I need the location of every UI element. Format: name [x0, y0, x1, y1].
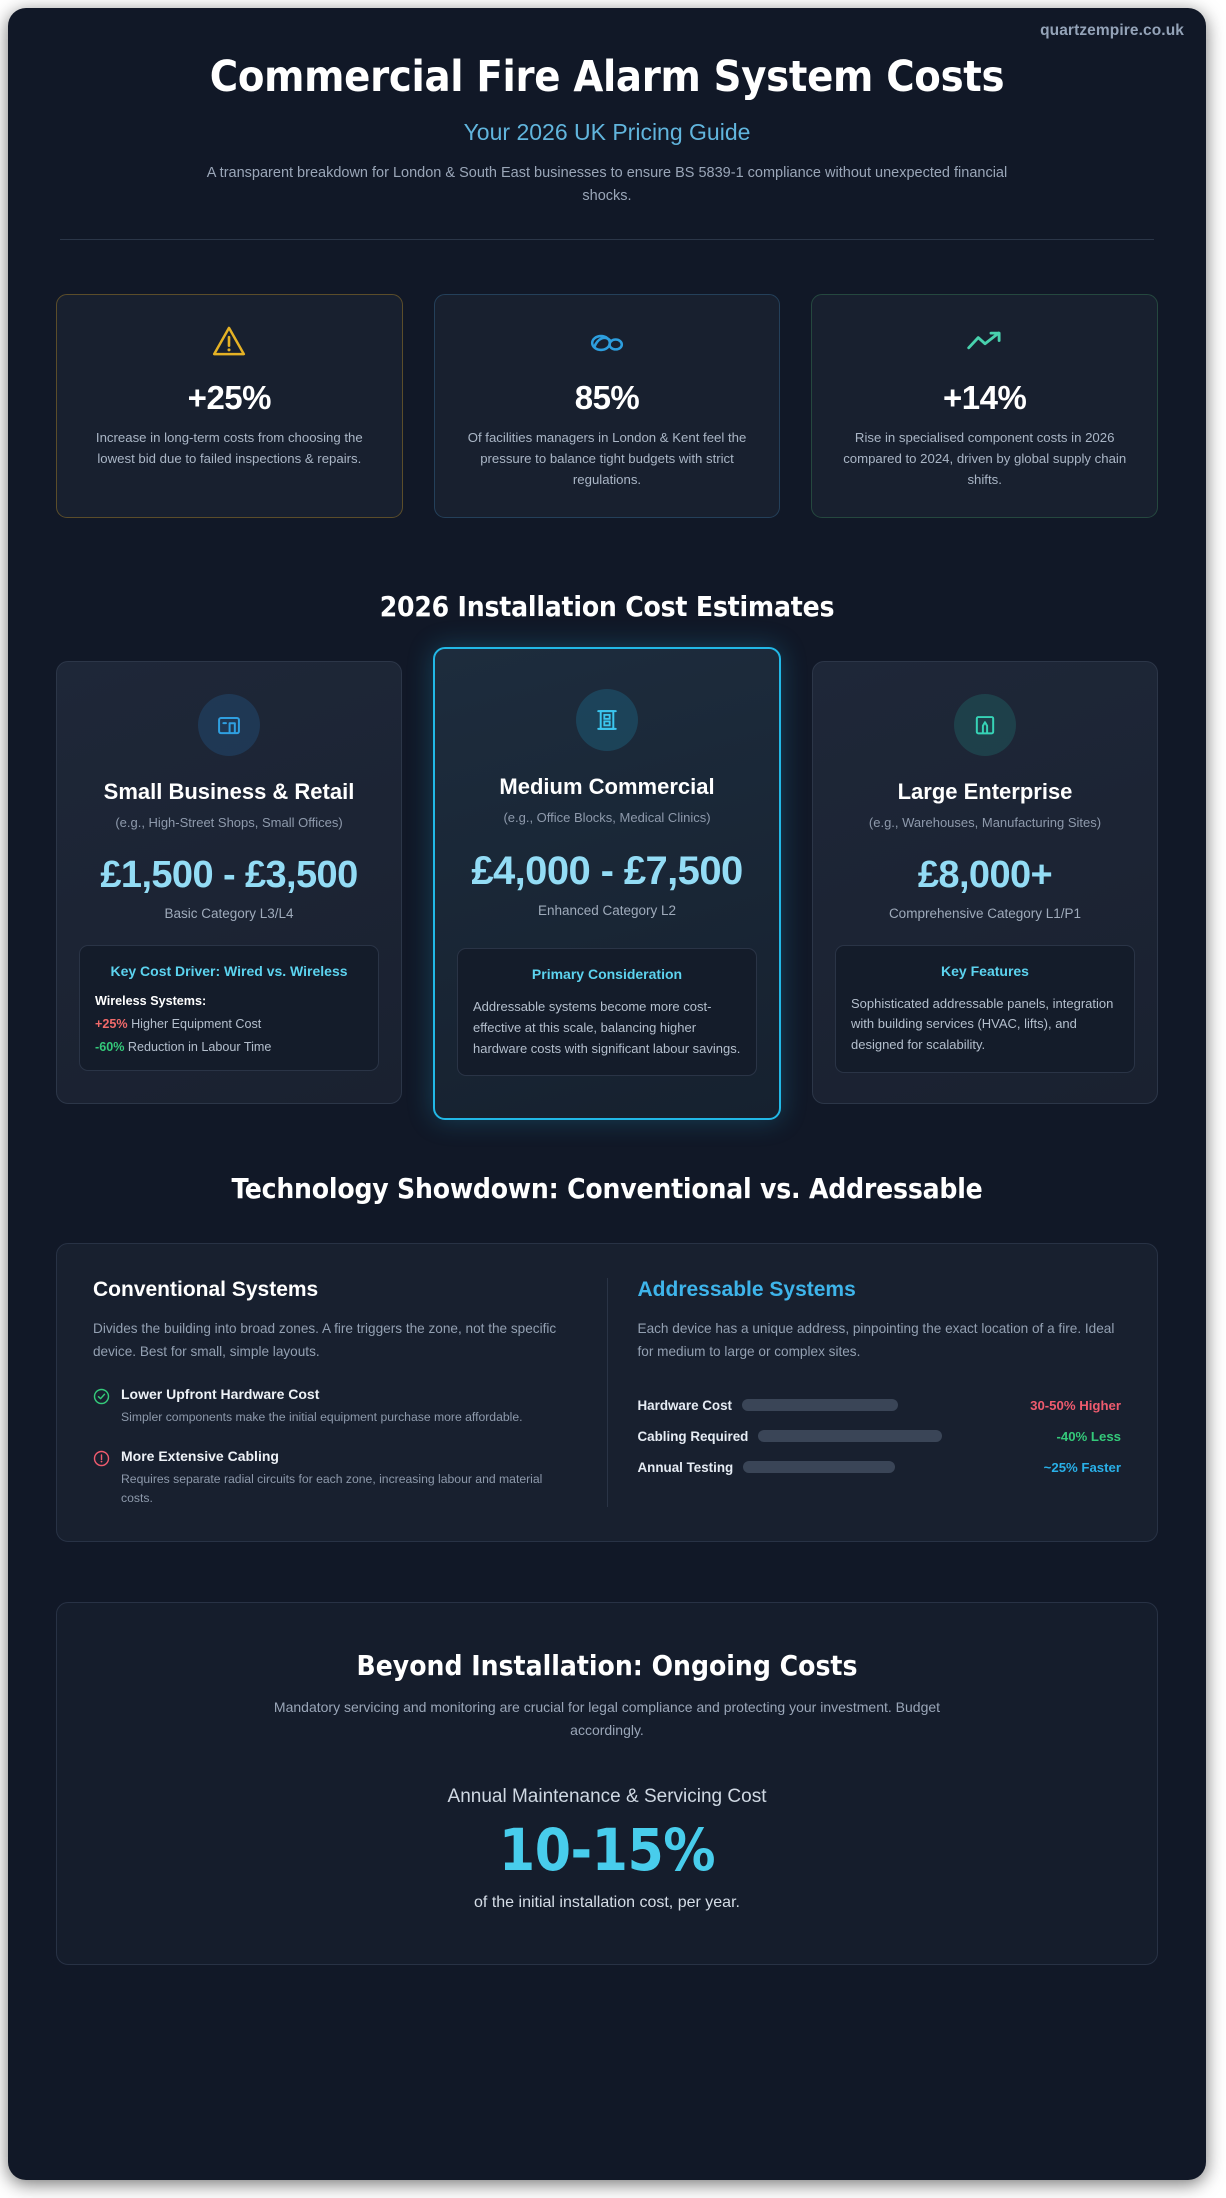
metric-value: -40% Less — [1056, 1428, 1121, 1444]
wireless-row-value: -60% — [95, 1039, 125, 1054]
conventional-title: Conventional Systems — [93, 1277, 319, 1301]
check-circle-icon — [93, 1388, 110, 1427]
metric-row — [638, 1429, 1122, 1444]
stat-value: 85% — [574, 378, 640, 416]
tier-box-body: Addressable systems become more cost-effective at this scale, balancing higher hardware costs with significant labour savings. — [473, 998, 741, 1056]
stat-card — [434, 294, 781, 518]
infographic-board — [8, 8, 1206, 2180]
estimates-heading: 2026 Installation Cost Estimates — [379, 589, 835, 623]
stat-value: +25% — [187, 378, 271, 416]
addressable-metric-chart — [638, 1398, 1122, 1475]
pricing-tier-card[interactable] — [56, 661, 402, 1104]
tier-spacer — [457, 1076, 757, 1082]
tier-name: Large Enterprise — [897, 778, 1073, 804]
addressable-title: Addressable Systems — [637, 1277, 856, 1301]
tier-box-title: Key Cost Driver: Wired vs. Wireless — [110, 963, 348, 979]
page-description: A transparent breakdown for London & South East businesses to ensure BS 5839-1 compliance without unexpected financial shocks. — [206, 164, 1008, 205]
conventional-bullet — [93, 1386, 577, 1427]
tier-detail-box — [79, 945, 379, 1071]
balance-scale-icon — [455, 321, 760, 361]
tier-name: Small Business & Retail — [103, 778, 355, 804]
tier-example: (e.g., High-Street Shops, Small Offices) — [115, 815, 343, 831]
header-section — [8, 8, 1206, 209]
wireless-row-text: Reduction in Labour Time — [127, 1039, 272, 1054]
addressable-column — [608, 1278, 1122, 1507]
tier-category: Comprehensive Category L1/P1 — [888, 906, 1082, 921]
wireless-row-value: +25% — [95, 1016, 128, 1031]
metric-row — [638, 1398, 1122, 1413]
warning-triangle-icon — [77, 321, 382, 361]
metric-track — [743, 1461, 895, 1473]
wireless-row-text: Higher Equipment Cost — [131, 1016, 262, 1031]
conventional-column — [93, 1278, 608, 1507]
tier-spacer — [79, 1071, 379, 1073]
stat-card-row — [8, 240, 1206, 518]
ongoing-label: Annual Maintenance & Servicing Cost — [447, 1785, 767, 1807]
showdown-heading: Technology Showdown: Conventional vs. Addressable — [231, 1171, 983, 1205]
bullet-description: Simpler components make the initial equipment purchase more affordable. — [121, 1409, 523, 1424]
site-watermark: quartzempire.co.uk — [1040, 22, 1184, 39]
bullet-text-wrap — [121, 1448, 577, 1507]
tier-price: £1,500 - £3,500 — [100, 854, 358, 897]
page-subtitle: Your 2026 UK Pricing Guide — [463, 118, 751, 145]
stat-description: Of facilities managers in London & Kent feel the pressure to balance tight budgets with strict regulations. — [467, 429, 747, 488]
stat-description: Increase in long-term costs from choosing the lowest bid due to failed inspections & repairs. — [95, 429, 363, 467]
tier-example: (e.g., Office Blocks, Medical Clinics) — [503, 810, 711, 826]
ongoing-title: Beyond Installation: Ongoing Costs — [356, 1649, 858, 1683]
ongoing-costs-panel — [56, 1602, 1158, 1964]
pricing-tier-card-featured[interactable] — [433, 647, 781, 1120]
trending-up-icon — [832, 321, 1137, 361]
page-title: Commercial Fire Alarm System Costs — [209, 52, 1005, 102]
tier-detail-box — [835, 945, 1135, 1073]
tier-box-body: Sophisticated addressable panels, integration with building services (HVAC, lifts), and designed for scalability. — [851, 995, 1114, 1053]
tier-category: Basic Category L3/L4 — [164, 906, 294, 921]
bullet-text-wrap — [121, 1386, 523, 1427]
ongoing-value: 10-15% — [498, 1815, 716, 1884]
metric-track — [742, 1399, 898, 1411]
bullet-description: Requires separate radial circuits for each zone, increasing labour and material costs. — [121, 1472, 543, 1505]
storefront-icon — [198, 694, 260, 756]
stat-description: Rise in specialised component costs in 2026 compared to 2024, driven by global supply chain shifts. — [843, 429, 1127, 488]
tier-price: £4,000 - £7,500 — [471, 849, 743, 894]
metric-label: Hardware Cost — [637, 1397, 733, 1413]
tier-price: £8,000+ — [917, 854, 1053, 897]
tier-name: Medium Commercial — [499, 773, 715, 799]
stat-card — [811, 294, 1158, 518]
tier-box-title: Primary Consideration — [531, 966, 683, 983]
conventional-bullet — [93, 1448, 577, 1507]
stat-card — [56, 294, 403, 518]
pricing-tier-card[interactable] — [812, 661, 1158, 1104]
tier-box-title: Key Features — [941, 963, 1029, 979]
bullet-title: Lower Upfront Hardware Cost — [121, 1385, 320, 1402]
tier-detail-box — [457, 948, 757, 1076]
ongoing-footnote: of the initial installation cost, per year. — [474, 1893, 740, 1911]
metric-label: Cabling Required — [637, 1428, 749, 1444]
metric-value: ~25% Faster — [1043, 1459, 1121, 1475]
metric-track — [758, 1430, 942, 1442]
tier-example: (e.g., Warehouses, Manufacturing Sites) — [868, 815, 1102, 831]
addressable-description: Each device has a unique address, pinpointing the exact location of a fire. Ideal for medium to large or complex sites. — [637, 1320, 1115, 1359]
metric-row — [638, 1460, 1122, 1475]
wireless-row — [95, 1017, 363, 1031]
pricing-tier-row — [8, 623, 1206, 1104]
conventional-description: Divides the building into broad zones. A fire triggers the zone, not the specific device. Best for small, simple layouts. — [93, 1320, 557, 1359]
bullet-title: More Extensive Cabling — [121, 1448, 279, 1465]
metric-label: Annual Testing — [637, 1459, 734, 1475]
technology-comparison-panel — [56, 1243, 1158, 1542]
warehouse-icon — [954, 694, 1016, 756]
alert-circle-icon — [93, 1450, 110, 1507]
ongoing-description: Mandatory servicing and monitoring are crucial for legal compliance and protecting your investment. Budget accordingly. — [273, 1699, 941, 1738]
metric-value: 30-50% Higher — [1030, 1397, 1121, 1413]
wireless-row — [95, 1040, 363, 1054]
wireless-label: Wireless Systems: — [95, 993, 207, 1008]
tier-category: Enhanced Category L2 — [537, 903, 677, 919]
office-building-icon — [576, 689, 638, 751]
stat-value: +14% — [943, 378, 1027, 416]
